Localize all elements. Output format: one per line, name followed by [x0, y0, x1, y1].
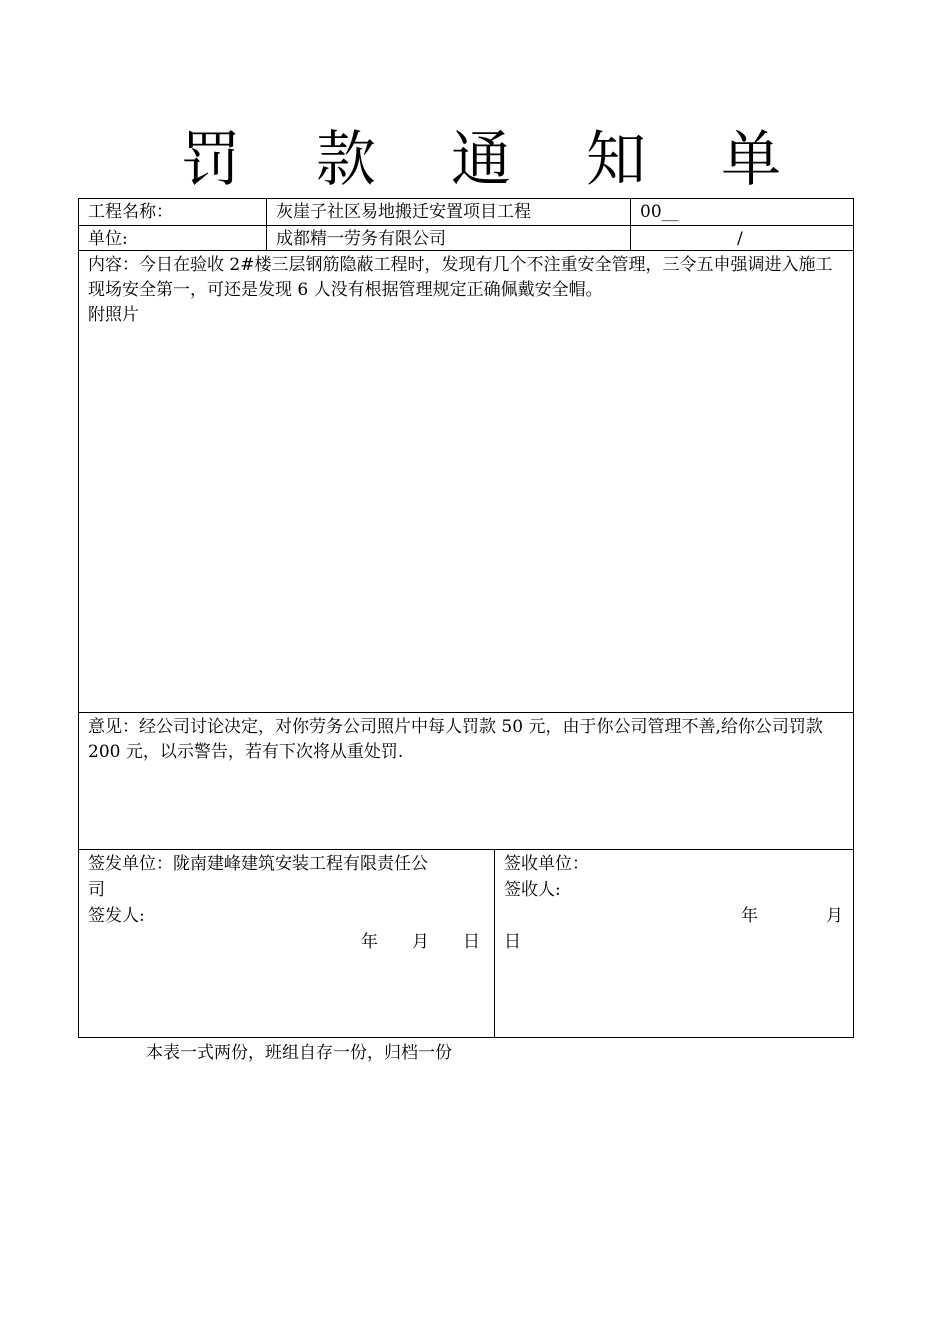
form-title: 罚 款 通 知 单	[180, 125, 810, 195]
content-section	[79, 251, 853, 713]
project-name: 灰崖子社区易地搬迁安置项目工程	[266, 199, 630, 225]
opinion-section	[79, 713, 853, 850]
penalty-notice-form	[78, 198, 854, 1038]
receiver-cell	[494, 850, 853, 1038]
unit-extra: /	[737, 229, 743, 249]
issuer-person: 签发人:	[88, 906, 145, 926]
issuer-unit-line1: 签发单位：陇南建峰建筑安装工程有限责任公	[88, 854, 428, 874]
content-text: 内容：今日在验收 2#楼三层钢筋隐蔽工程时，发现有几个不注重安全管理，三令五申强调进入施工现场安全第一，可还是发现 6 人没有根据管理规定正确佩戴安全帽。	[88, 255, 833, 300]
project-label: 工程名称：	[88, 202, 173, 222]
issuer-cell	[79, 850, 494, 1038]
attachment-label: 附照片	[88, 305, 139, 325]
receiver-person: 签收人:	[504, 880, 561, 900]
unit-name: 成都精一劳务有限公司	[266, 226, 630, 250]
footer-note: 本表一式两份，班组自存一份，归档一份	[146, 1043, 452, 1063]
unit-label: 单位:	[88, 229, 128, 249]
project-row	[79, 199, 853, 226]
receiver-date-line2: 日	[504, 932, 521, 952]
issuer-date: 年 月 日	[361, 932, 480, 952]
unit-extra-cell	[630, 226, 853, 250]
receiver-unit: 签收单位：	[504, 854, 589, 874]
document-number: 00__	[630, 199, 853, 225]
content-block	[88, 253, 844, 328]
issuer-unit-line2: 司	[88, 880, 105, 900]
receiver-date-line1: 年 月	[741, 906, 843, 926]
opinion-text: 意见：经公司讨论决定，对你劳务公司照片中每人罚款 50 元，由于你公司管理不善,给你公司罚款 200 元，以示警告，若有下次将从重处罚.	[88, 717, 823, 762]
unit-row	[79, 226, 853, 251]
signature-row	[79, 850, 853, 1038]
